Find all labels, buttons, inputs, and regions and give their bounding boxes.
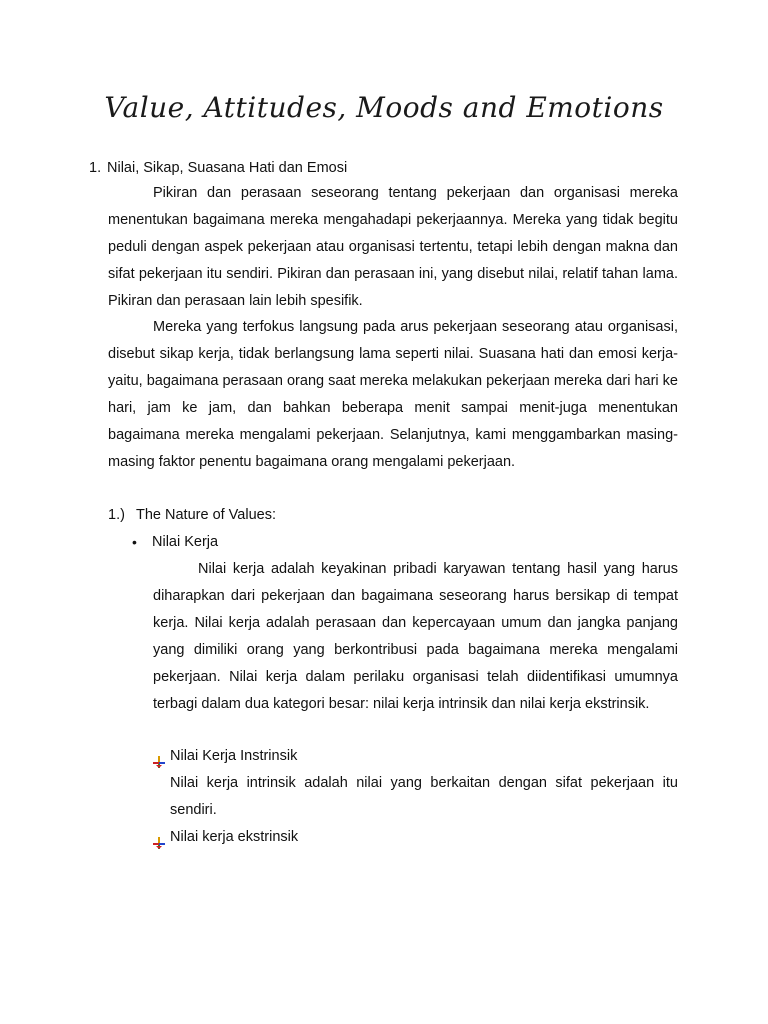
bullet-item [132,529,218,556]
quadrant-arrow-icon [153,751,165,763]
section-number: 1. [89,160,102,176]
paragraph: Pikiran dan perasaan seseorang tentang pekerjaan dan organisasi mereka menentukan bagaimana mereka mengahadapi pekerjaannya. Mereka yang tidak begitu peduli dengan aspek pekerjaan atau organisasi tertentu, tetapi lebih dengan makna dan sifat pekerjaan itu sendiri. Pikiran dan perasaan ini, yang disebut nilai, relatif tahan lama. Pikiran dan perasaan lain lebih spesifik. [108,185,678,309]
bullet-dot-icon: • [132,534,137,550]
list-item [153,824,298,851]
document-title: Value, Attitudes, Moods and Emotions [104,91,664,124]
list-item [153,743,297,770]
subsection-number: 1.) [108,507,125,523]
bullet-paragraph: Nilai kerja adalah keyakinan pribadi karyawan tentang hasil yang harus diharapkan dari pekerjaan dan bagaimana seseorang harus bersikap di tempat kerja. Nilai kerja adalah perasaan dan kepercayaan umum dan jangka panjang yang dimiliki orang yang berkontribusi pada bagaimana mereka mengalami pekerjaan. Nilai kerja dalam perilaku organisasi telah diidentifikasi umumnya terbagi dalam dua kategori besar: nilai kerja intrinsik dan nilai kerja ekstrinsik. [153,561,678,712]
subsection-heading [108,502,276,529]
section-heading [89,155,689,182]
list-item-label: Nilai Kerja Instrinsik [170,748,298,764]
list-item-label: Nilai kerja ekstrinsik [170,829,299,845]
subsection-heading-text: The Nature of Values: [136,507,276,523]
paragraph: Mereka yang terfokus langsung pada arus pekerjaan seseorang atau organisasi, disebut sikap kerja, tidak berlangsung lama seperti nilai. Suasana hati dan emosi kerja-yaitu, bagaimana perasaan orang saat mereka melakukan pekerjaan mereka dari hari ke hari, jam ke jam, dan bahkan beberapa menit sampai menit-juga menentukan bagaimana mereka mengalami pekerjaan. Selanjutnya, kami menggambarkan masing-masing faktor penentu bagaimana orang mengalami pekerjaan. [108,319,678,470]
list-item-text: Nilai kerja intrinsik adalah nilai yang berkaitan dengan sifat pekerjaan itu sendiri. [170,775,678,818]
section-heading-text: Nilai, Sikap, Suasana Hati dan Emosi [107,160,348,176]
bullet-label: Nilai Kerja [152,534,219,550]
quadrant-arrow-icon [153,832,165,844]
